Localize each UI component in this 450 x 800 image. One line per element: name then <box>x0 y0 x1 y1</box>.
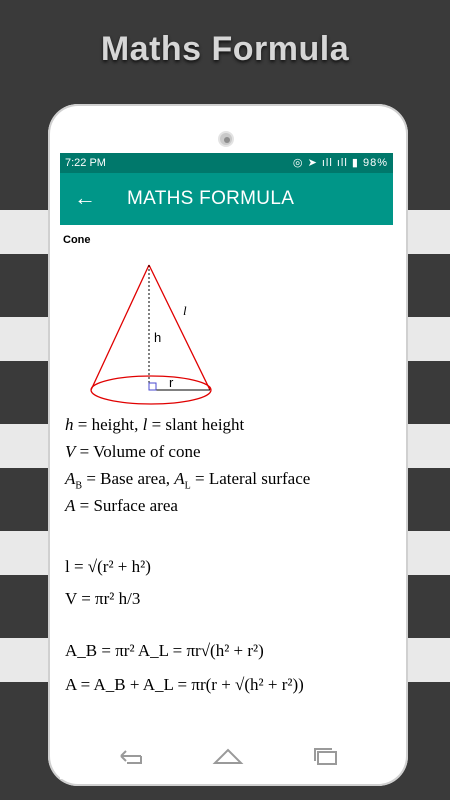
nav-bar <box>60 733 393 779</box>
formula-content <box>60 225 393 733</box>
status-icons <box>293 153 388 173</box>
phone-speaker <box>218 131 234 147</box>
definition-row <box>65 442 201 462</box>
def-symbol: A <box>65 496 76 515</box>
status-indicator-icons: ◎ ➤ ıll ıll ▮ <box>292 157 359 169</box>
def-symbol: h <box>65 415 74 434</box>
definition-row <box>65 415 244 435</box>
formula-surface: A = A_B + A_L = πr(r + √(h² + r²)) <box>65 675 304 694</box>
back-icon[interactable] <box>115 745 147 767</box>
def-text: = Base area, <box>82 469 175 488</box>
cone-side-right <box>149 265 210 390</box>
phone-screen <box>60 153 393 733</box>
def-text: = Volume of cone <box>75 442 201 461</box>
status-bar <box>60 153 393 173</box>
radius-label: r <box>169 375 174 390</box>
battery-percent: 98% <box>362 157 388 169</box>
home-icon[interactable] <box>212 745 244 767</box>
cone-side-left <box>91 265 149 390</box>
def-text: = Surface area <box>75 496 178 515</box>
right-angle-mark <box>149 383 156 390</box>
formula-slant: l = √(r² + h²) <box>65 557 151 576</box>
def-subscript: L <box>184 480 191 492</box>
def-symbol: A <box>174 469 185 488</box>
def-text: = Lateral surface <box>190 469 311 488</box>
slant-label: l <box>183 303 187 318</box>
status-time: 7:22 PM <box>65 157 106 169</box>
cone-diagram <box>85 260 225 410</box>
recents-icon[interactable] <box>310 745 342 767</box>
formula-volume: V = πr² h/3 <box>65 589 141 608</box>
definition-row <box>65 469 310 491</box>
definition-row <box>65 496 178 516</box>
section-title: Cone <box>63 234 91 246</box>
height-label: h <box>154 330 162 345</box>
formula-base-lateral: A_B = πr² A_L = πr√(h² + r²) <box>65 641 264 660</box>
app-bar <box>60 173 393 225</box>
def-subscript: B <box>75 480 83 492</box>
def-text: = height, <box>73 415 143 434</box>
banner-title: Maths Formula <box>100 30 350 68</box>
page-title: MATHS FORMULA <box>127 188 295 209</box>
def-text: = slant height <box>147 415 245 434</box>
arrow-back-icon[interactable]: ← <box>74 185 96 210</box>
def-symbol: A <box>65 469 76 488</box>
def-symbol: l <box>142 415 148 434</box>
def-symbol: V <box>65 442 76 461</box>
